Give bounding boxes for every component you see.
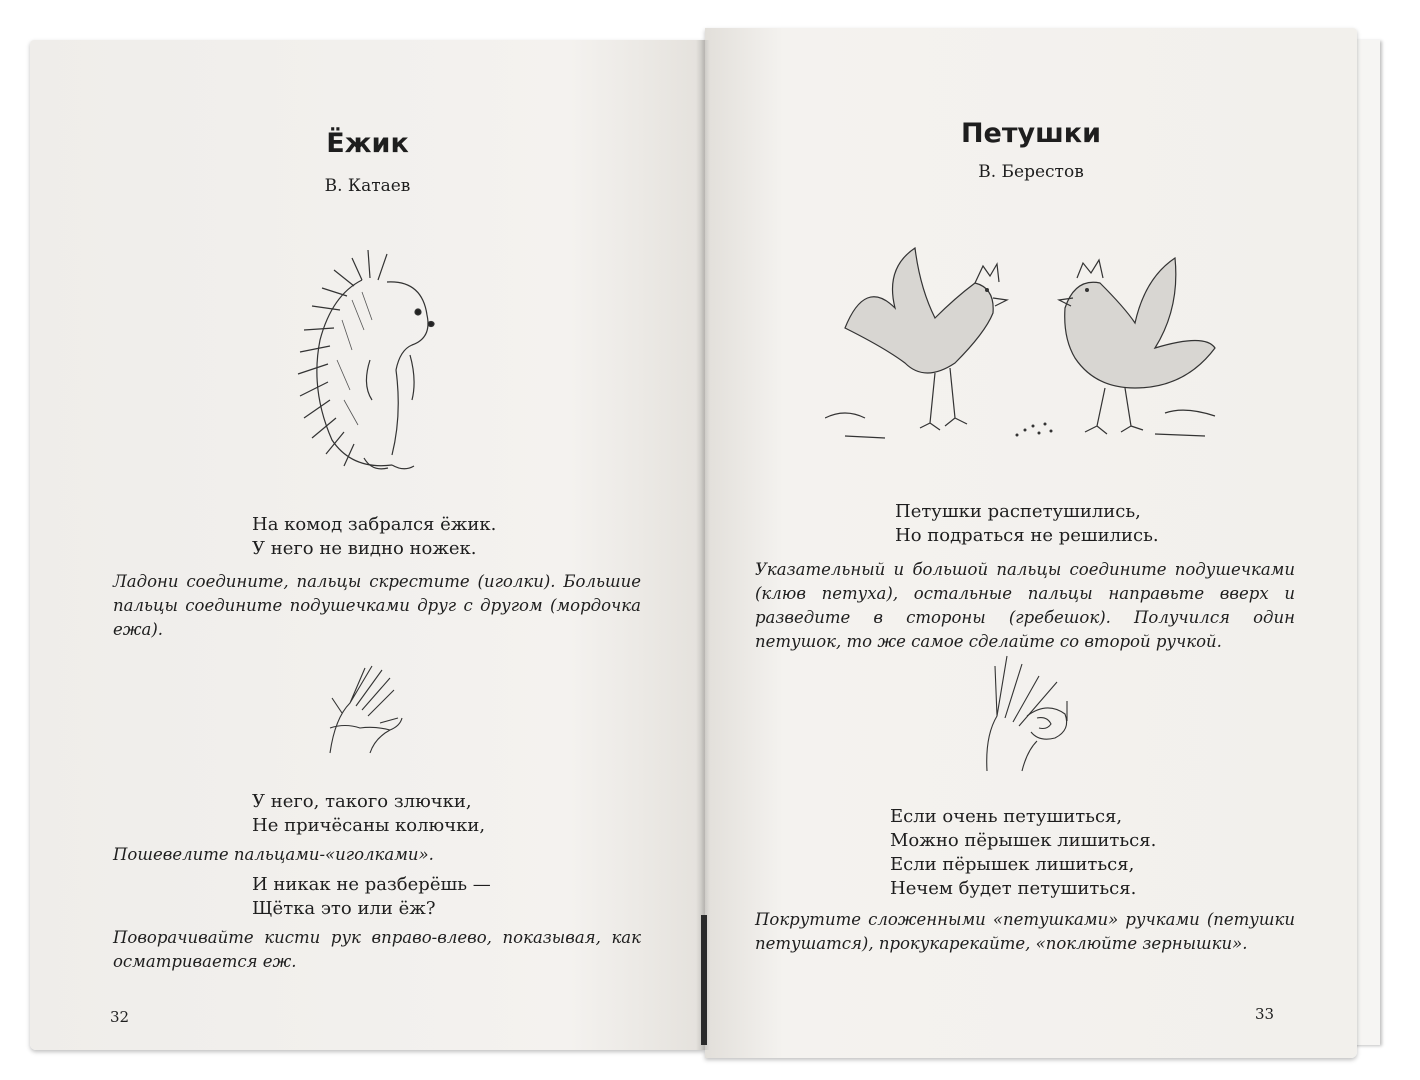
verse-1 bbox=[252, 513, 496, 561]
verse-1 bbox=[895, 500, 1159, 548]
instruction-2: Пошевелите пальцами-«иголками». bbox=[113, 845, 434, 864]
verse-line: Если очень петушиться, bbox=[890, 806, 1123, 827]
page-number: 33 bbox=[1255, 1005, 1275, 1023]
page-title: Ёжик bbox=[326, 128, 409, 159]
roosters-illustration bbox=[825, 238, 1225, 443]
verse-line: И никак не разберёшь — bbox=[252, 874, 491, 895]
instruction-2: Покрутите сложенными «петушками» ручками (петушки петушатся), прокукарекайте, «поклюйте зернышки». bbox=[755, 910, 1295, 953]
verse-line: Нечем будет петушиться. bbox=[890, 878, 1137, 899]
hedgehog-hands-illustration bbox=[320, 658, 410, 758]
rooster-hand-illustration bbox=[967, 646, 1077, 776]
hedgehog-illustration bbox=[292, 240, 452, 480]
verse-line: У него не видно ножек. bbox=[252, 538, 477, 559]
verse-line: У него, такого злючки, bbox=[252, 791, 472, 812]
verse-line: Щётка это или ёж? bbox=[252, 898, 436, 919]
instruction-1: Ладони соедините, пальцы скрестите (иголки). Большие пальцы соедините подушечками друг с другом (мордочка ежа). bbox=[113, 572, 641, 639]
author: В. Катаев bbox=[324, 176, 411, 196]
verse-2 bbox=[890, 805, 1156, 901]
verse-line: Но подраться не решились. bbox=[895, 525, 1159, 546]
left-page bbox=[30, 40, 705, 1050]
binding-spine bbox=[701, 915, 707, 1045]
page-title: Петушки bbox=[960, 118, 1102, 149]
book-gutter bbox=[696, 40, 710, 1050]
page-number: 32 bbox=[110, 1008, 130, 1026]
instruction-1: Указательный и большой пальцы соедините подушечками (клюв петуха), остальные пальцы направьте вверх и разведите в стороны (гребешок). Получился один петушок, то же самое сделайте со второй ручкой. bbox=[755, 560, 1295, 651]
right-page bbox=[705, 28, 1357, 1058]
verse-line: Петушки распетушились, bbox=[895, 501, 1141, 522]
verse-2 bbox=[252, 790, 485, 838]
verse-line: На комод забрался ёжик. bbox=[252, 514, 497, 535]
author: В. Берестов bbox=[978, 162, 1084, 182]
verse-line: Не причёсаны колючки, bbox=[252, 815, 486, 836]
verse-line: Можно пёрышек лишиться. bbox=[890, 830, 1157, 851]
instruction-3: Поворачивайте кисти рук вправо-влево, показывая, как осматривается еж. bbox=[113, 928, 641, 971]
verse-3 bbox=[252, 873, 491, 921]
verse-line: Если пёрышек лишиться, bbox=[890, 854, 1135, 875]
